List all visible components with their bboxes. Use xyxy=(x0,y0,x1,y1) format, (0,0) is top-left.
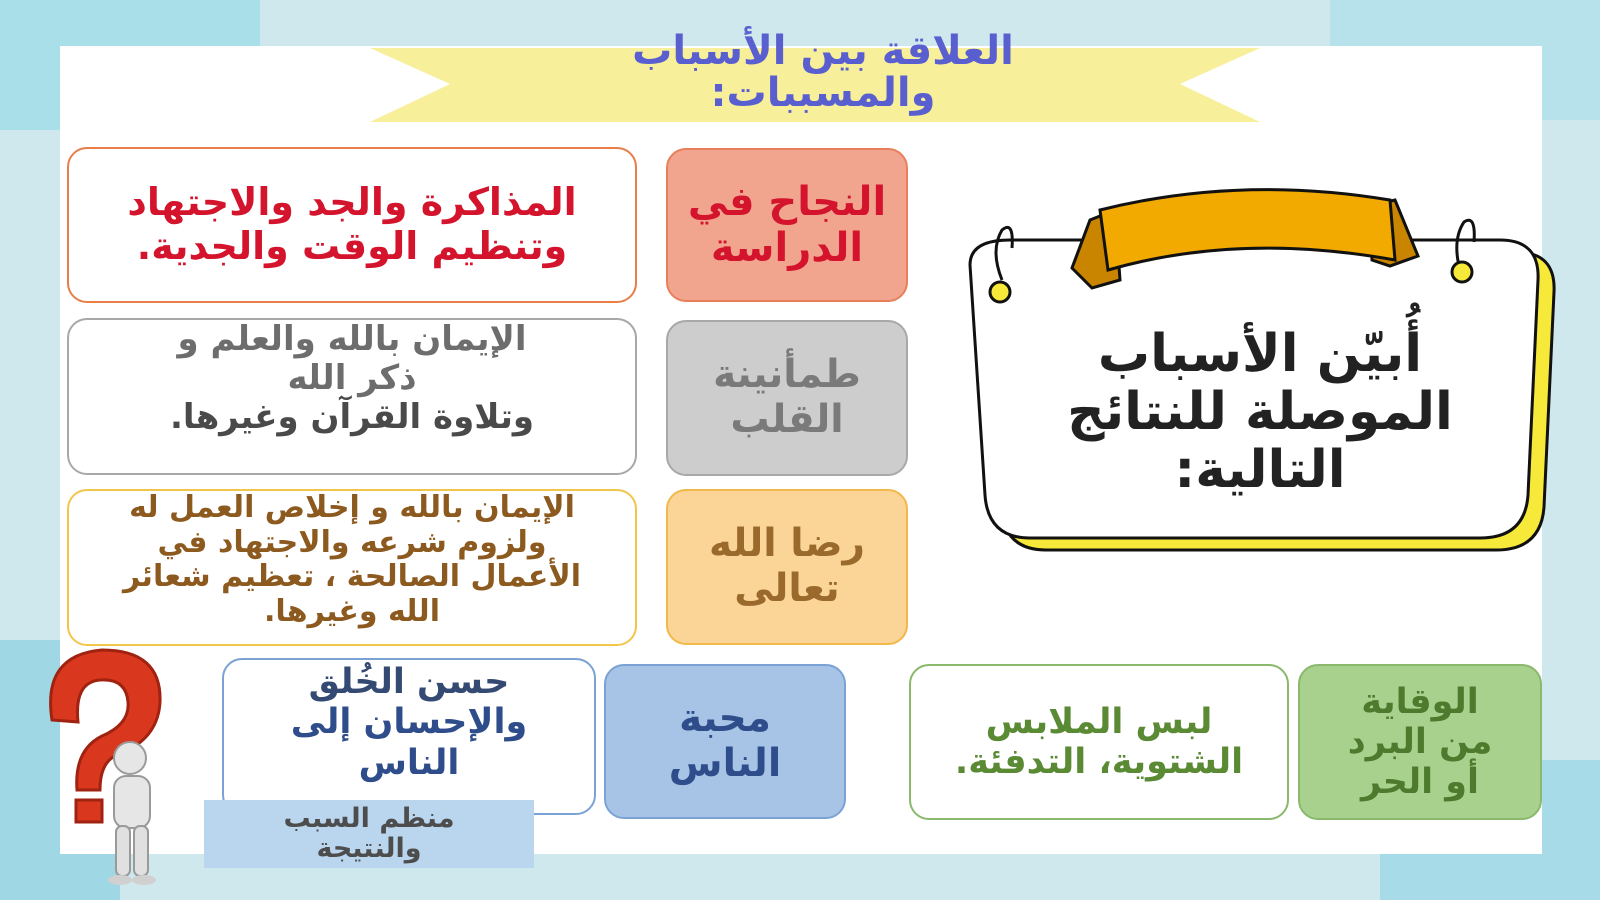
caption-label: منظم السبب والنتيجة xyxy=(204,800,534,868)
result-box-protection: الوقاية من البرد أو الحر xyxy=(1298,664,1542,820)
result-box-heart-peace: طمأنينة القلب xyxy=(666,320,908,476)
sign-text: أُبيّن الأسباب الموصلة للنتائج التالية: xyxy=(1067,324,1453,501)
cause-box-people-love: حسن الخُلق والإحسان إلى الناس xyxy=(222,658,596,815)
result-box-allah-pleasure: رضا الله تعالى xyxy=(666,489,908,645)
result-box-people-love: محبة الناس xyxy=(604,664,846,819)
cause-box-study-success: المذاكرة والجد والاجتهاد وتنظيم الوقت والجدية. xyxy=(67,147,637,303)
cause-box-allah-pleasure: الإيمان بالله و إخلاص العمل له ولزوم شرعه والاجتهاد في الأعمال الصالحة ، تعظيم شعائر الله وغيرها. xyxy=(67,489,637,646)
page-title: العلاقة بين الأسباب والمسببات: xyxy=(632,28,1014,116)
cause-box-protection: لبس الملابس الشتوية، التدفئة. xyxy=(909,664,1289,820)
result-box-study-success: النجاح في الدراسة xyxy=(666,148,908,302)
cause-box-heart-peace: الإيمان بالله والعلم و ذكر الله وتلاوة القرآن وغيرها. xyxy=(67,318,637,475)
question-mark-figure-icon xyxy=(22,640,172,890)
